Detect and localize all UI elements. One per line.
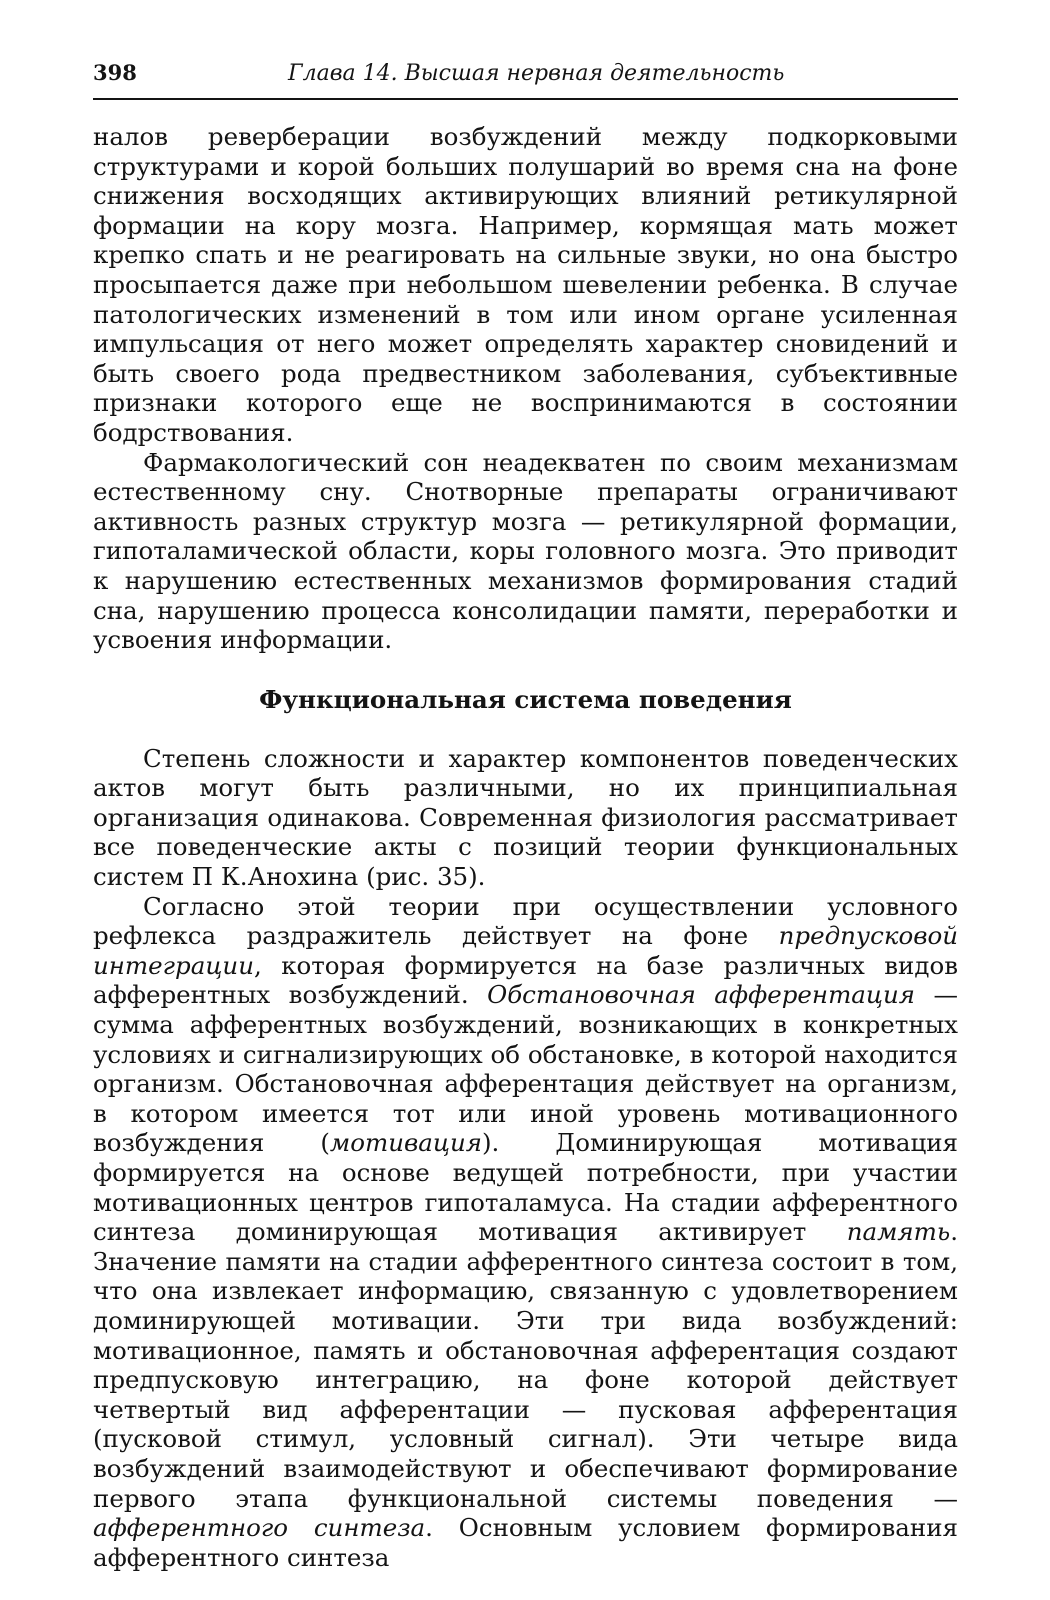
paragraph-pharmacological-sleep: Фармакологический сон неадекватен по своим механизмам естественному сну. Снотворные препараты ограничивают активность разных структур мозга — ретикулярной формации, гипоталамической области, коры головного мозга. Это приводит к нарушению естественных механизмов формирования стадий сна, нарушению процесса консолидации памяти, переработки и усвоения информации. bbox=[93, 447, 958, 655]
body-text bbox=[93, 122, 958, 1572]
term-afferent-synthesis: афферентного синтеза bbox=[93, 1513, 426, 1543]
text-run: ). Доминирующая мотивация формируется на основе ведущей потребности, при участии мотивационных центров гипоталамуса. На стадии афферентного синтеза доминирующая мотивация активирует bbox=[93, 1128, 958, 1247]
running-head: Глава 14. Высшая нервная деятельность bbox=[288, 61, 785, 86]
text-run: , которая формируется на базе различных видов афферентных возбуждений. bbox=[93, 950, 958, 1010]
paragraph-continued: налов реверберации возбуждений между подкорковыми структурами и корой больших полушарий во время сна на фоне снижения восходящих активирующих влияний ретикулярной формации на кору мозга. Например, кормящая мать может крепко спать и не реагировать на сильные звуки, но она быстро просыпается даже при небольшом шевелении ребенка. В случае патологических изменений в том или ином органе усиленная импульсация от него может определять характер сновидений и быть своего рода предвестником заболевания, субъективные признаки которого еще не воспринимаются в состоянии бодрствования. bbox=[93, 122, 958, 447]
paragraph-afferent-synthesis bbox=[93, 892, 958, 1573]
page-header bbox=[93, 60, 958, 100]
book-page bbox=[93, 60, 958, 1572]
text-run: Согласно этой теории при осуществлении условного рефлекса раздражитель действует на фоне bbox=[93, 891, 958, 951]
term-motivation: мотивация bbox=[329, 1128, 482, 1158]
page-number: 398 bbox=[93, 60, 137, 85]
text-run: . Значение памяти на стадии афферентного синтеза состоит в том, что она извлекает информацию, связанную с удовлетворением доминирующей мотивации. Эти три вида возбуждений: мотивационное, память и обстановочная афферентация создают предпусковую интеграцию, на фоне которой действует четвертый вид афферентации — пусковая афферентация (пусковой стимул, условный сигнал). Эти четыре вида возбуждений взаимодействуют и обеспечивают формирование первого этапа функциональной системы поведения — bbox=[93, 1217, 958, 1513]
term-situational-afferentation: Обстановочная афферентация bbox=[487, 980, 916, 1010]
text-run: — сумма афферентных возбуждений, возникающих в конкретных условиях и сигнализирующих об обстановке, в которой находится организм. Обстановочная афферентация действует на организм, в котором имеется тот или иной уровень мотивационного возбуждения ( bbox=[93, 980, 958, 1158]
section-title: Функциональная система поведения bbox=[259, 684, 792, 714]
text-run: . Основным условием формирования афферентного синтеза bbox=[93, 1513, 958, 1572]
term-memory: память bbox=[846, 1217, 951, 1247]
paragraph-behavior-acts: Степень сложности и характер компонентов поведенческих актов могут быть различными, но их принципиальная организация одинакова. Современная физиология рассматривает все поведенческие акты с позиций теории функциональных систем П К.Анохина (рис. 35). bbox=[93, 743, 958, 892]
term-prelaunch-integration: предпусковой интеграции bbox=[93, 921, 958, 980]
